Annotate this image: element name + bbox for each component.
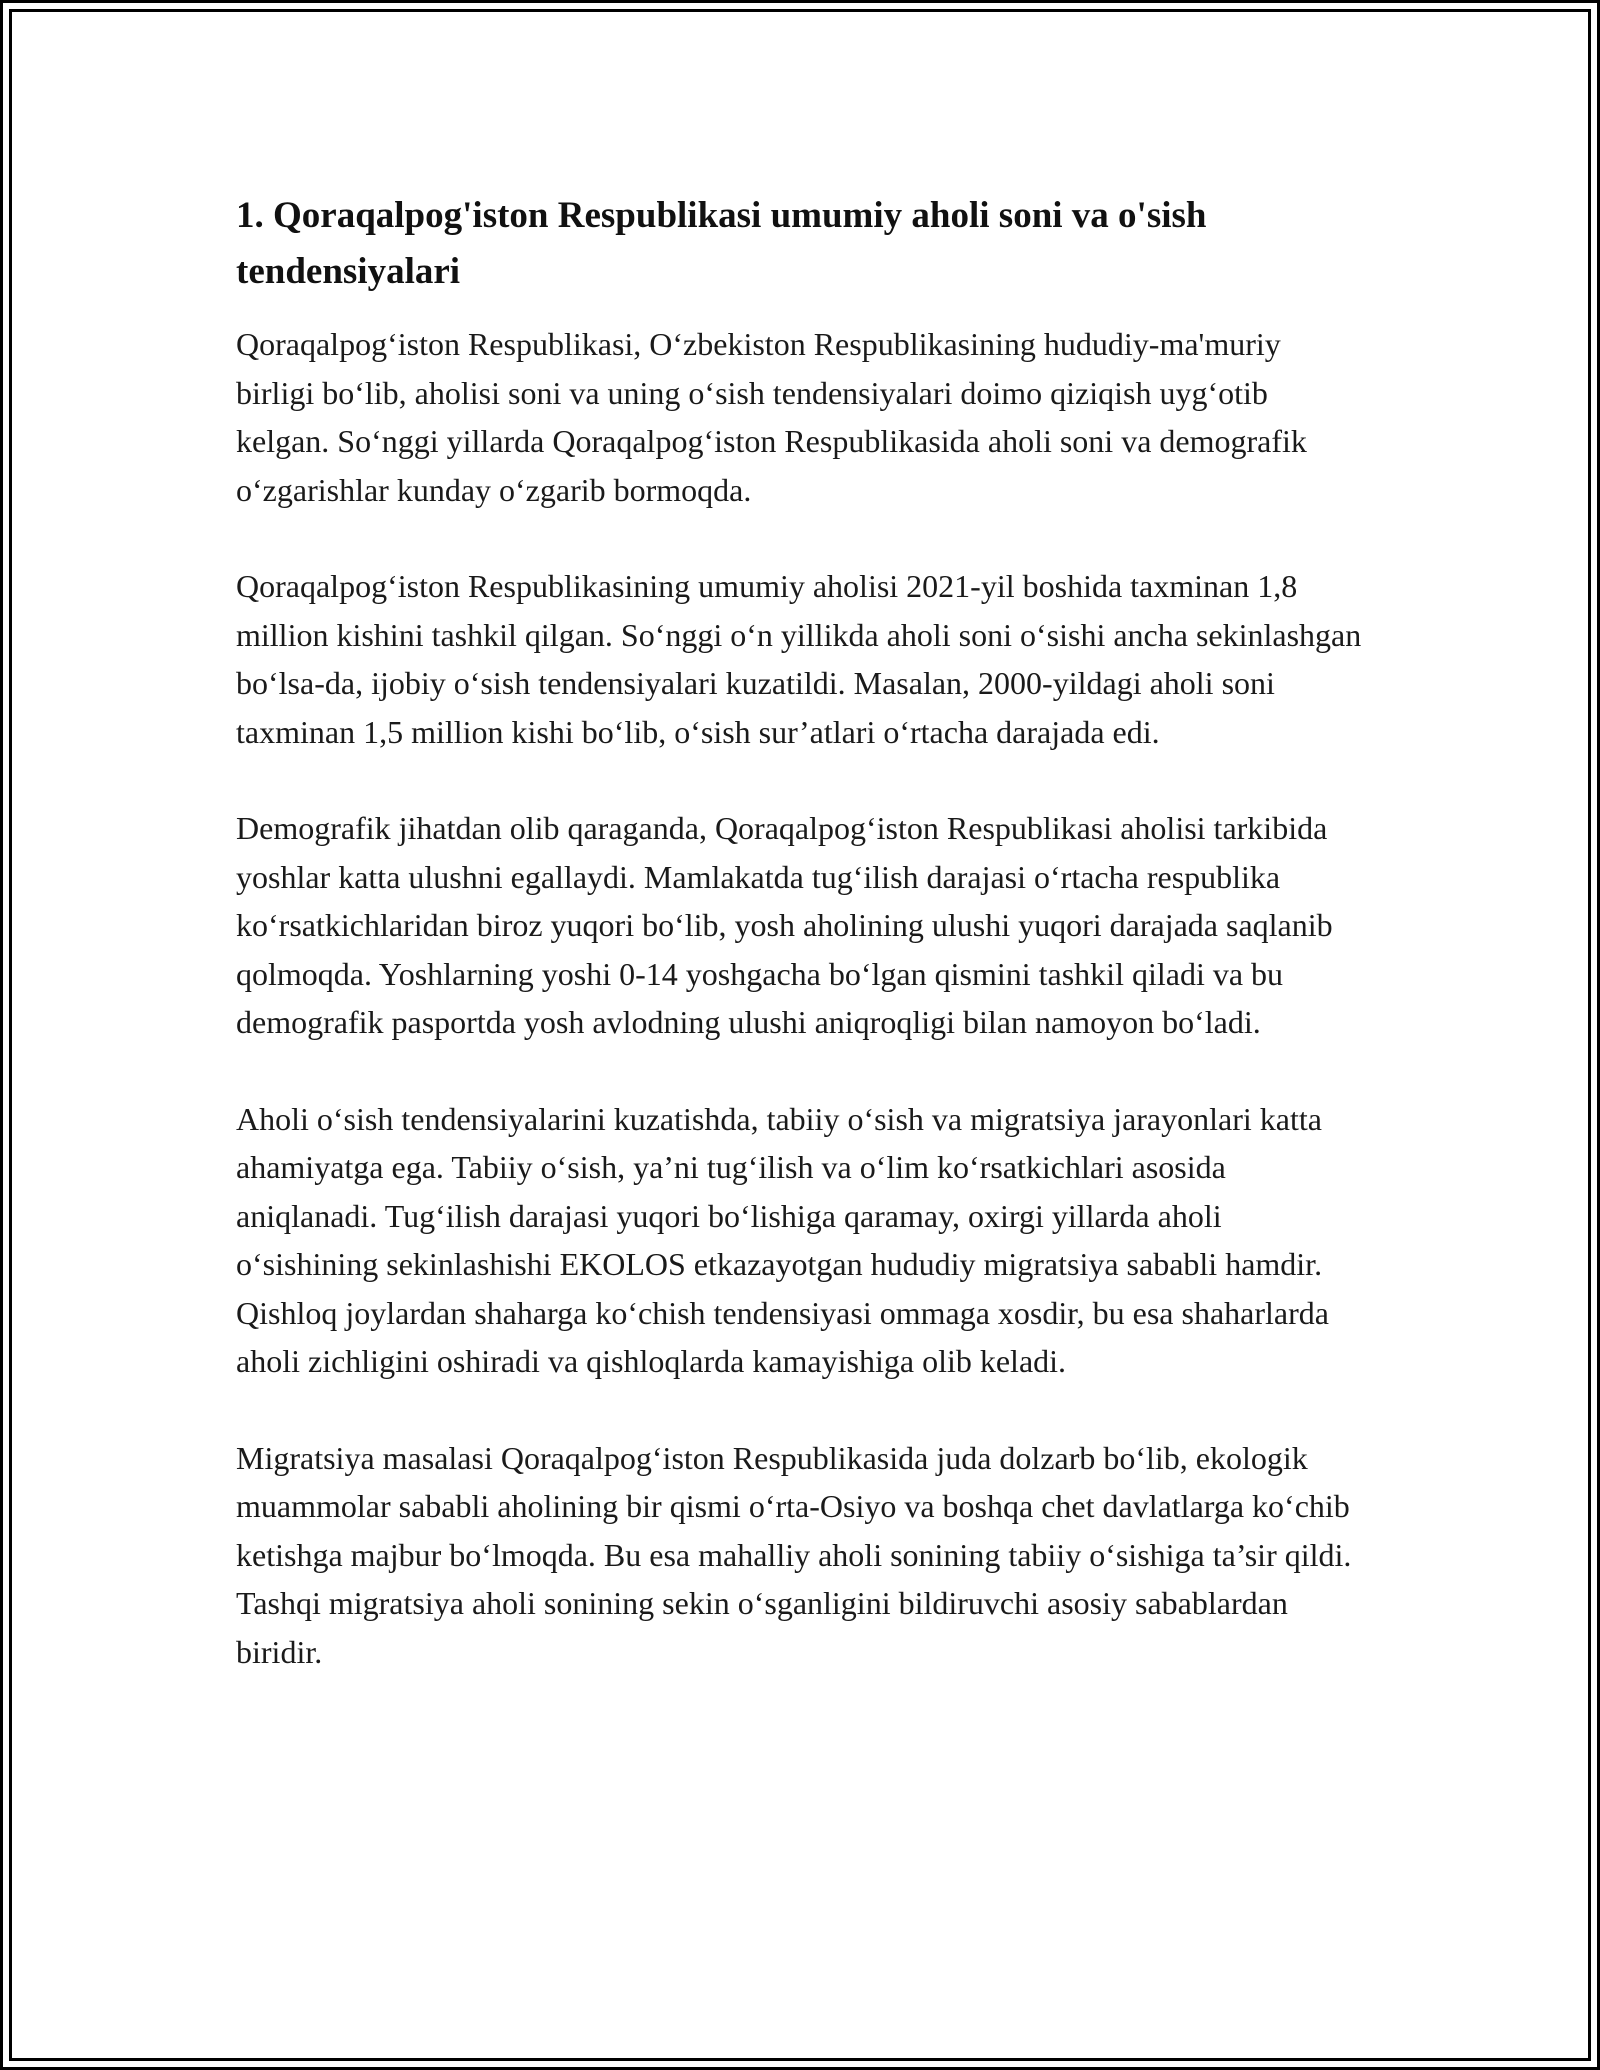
paragraph-5: Migratsiya masalasi Qoraqalpog‘iston Respublikasida juda dolzarb bo‘lib, ekologik muammolar sababli aholining bir qismi o‘rta-Osiyo va boshqa chet davlatlarga ko‘chib ketishga majbur bo‘lmoqda. Bu esa mahalliy aholi sonining tabiiy o‘sishiga ta’sir qildi. Tashqi migratsiya aholi sonining sekin o‘sganligini bildiruvchi asosiy sabablardan biridir.: [236, 1439, 1352, 1670]
document-body: [236, 188, 1366, 1724]
paragraph-2: Qoraqalpog‘iston Respublikasining umumiy aholisi 2021-yil boshida taxminan 1,8 million kishini tashkil qilgan. So‘nggi o‘n yillikda aholi soni o‘sishi ancha sekinlashgan bo‘lsa-da, ijobiy o‘sish tendensiyalari kuzatildi. Masalan, 2000-yildagi aholi soni taxminan 1,5 million kishi bo‘lib, o‘sish sur’atlari o‘rtacha darajada edi.: [236, 568, 1362, 750]
section-heading: 1. Qoraqalpog'iston Respublikasi umumiy aholi soni va o'sish tendensiyalari: [236, 195, 1207, 292]
paragraph-4: Aholi o‘sish tendensiyalarini kuzatishda, tabiiy o‘sish va migratsiya jarayonlari katta ahamiyatga ega. Tabiiy o‘sish, ya’ni tug‘ilish va o‘lim ko‘rsatkichlari asosida aniqlanadi. Tug‘ilish darajasi yuqori bo‘lishiga qaramay, oxirgi yillarda aholi o‘sishining sekinlashishi EKOLOS etkazayotgan hududiy migratsiya sababli hamdir. Qishloq joylardan shaharga ko‘chish tendensiyasi ommaga xosdir, bu esa shaharlarda aholi zichligini oshiradi va qishloqlarda kamayishiga olib keladi.: [236, 1100, 1329, 1379]
paragraph-3: Demografik jihatdan olib qaraganda, Qoraqalpog‘iston Respublikasi aholisi tarkibida yoshlar katta ulushni egallaydi. Mamlakatda tug‘ilish darajasi o‘rtacha respublika ko‘rsatkichlaridan biroz yuqori bo‘lib, yosh aholining ulushi yuqori darajada saqlanib qolmoqda. Yoshlarning yoshi 0-14 yoshgacha bo‘lgan qismini tashkil qiladi va bu demografik pasportda yosh avlodning ulushi aniqroqligi bilan namoyon bo‘ladi.: [236, 810, 1333, 1040]
paragraph-1: Qoraqalpog‘iston Respublikasi, O‘zbekiston Respublikasining hududiy-ma'muriy birligi bo‘lib, aholisi soni va uning o‘sish tendensiyalari doimo qiziqish uyg‘otib kelgan. So‘nggi yillarda Qoraqalpog‘iston Respublikasida aholi soni va demografik o‘zgarishlar kunday o‘zgarib bormoqda.: [236, 326, 1307, 508]
